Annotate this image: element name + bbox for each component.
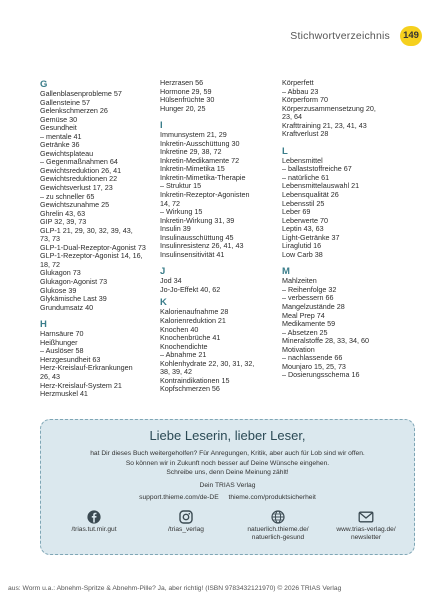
website-label-line: natuerlich.thieme.de/	[247, 526, 309, 533]
reader-box-links	[41, 494, 414, 501]
instagram-link[interactable]	[141, 510, 231, 534]
index-entry: Leberwerte 70	[282, 215, 328, 225]
index-entry: Lebensstil 25	[282, 198, 325, 208]
index-entry: Körperzusammensetzung 20,	[282, 103, 376, 113]
index-entry: Kontraindikationen 15	[160, 375, 230, 385]
index-letter-m: M	[282, 266, 290, 278]
index-entry: Heißhunger	[40, 337, 78, 347]
index-entry: Lebensqualität 26	[282, 190, 339, 200]
index-entry: Körperform 70	[282, 95, 328, 105]
index-column-1	[40, 79, 160, 399]
index-entry: Körperfett	[282, 78, 314, 87]
instagram-icon	[179, 510, 193, 524]
facebook-label: /trias.tut.mir.gut	[71, 526, 117, 533]
index-entry: 26, 43	[40, 371, 60, 381]
index-entry: Hülsenfrüchte 30	[160, 95, 215, 105]
newsletter-label-line: www.trias-verlag.de/	[336, 526, 396, 533]
website-label-line: natuerlich-gesund	[251, 534, 305, 541]
index-entry: – Reihenfolge 32	[282, 284, 337, 294]
index-entry: Krafttraining 21, 23, 41, 43	[282, 120, 367, 130]
website-label	[233, 526, 323, 542]
index-entry: Low Carb 38	[282, 249, 323, 259]
index-entry: 38, 39, 42	[160, 367, 192, 377]
index-entry: Grundumsatz 40	[40, 302, 94, 312]
index-entry: Liraglutid 16	[282, 241, 322, 251]
index-entry: – mentale 41	[40, 131, 82, 141]
index-entry: – Auslöser 58	[40, 346, 84, 356]
index-column-2	[160, 79, 280, 394]
instagram-label: /trias_verlag	[168, 526, 204, 533]
index-entry: Gewichtsplateau	[40, 148, 94, 158]
index-entry: Gewichtsreduktionen 22	[40, 174, 118, 184]
index-columns	[40, 79, 415, 399]
footer-citation: aus: Worm u.a.: Abnehm-Spritze & Abnehm-Pille? Ja, aber richtig! (ISBN 9783432121970) © 2026 TRIAS Verlag	[8, 585, 342, 592]
index-entry: – nachlassende 66	[282, 353, 343, 363]
index-section-h-cont	[160, 79, 280, 113]
index-entry: – Dosierungsschema 16	[282, 370, 360, 380]
index-entry: GIP 32, 39, 73	[40, 217, 87, 227]
index-section-g	[40, 90, 160, 312]
index-letter-l: L	[282, 145, 288, 157]
index-entry: Inkretin-Mimetika 15	[160, 164, 225, 174]
reader-box-heading: Liebe Leserin, lieber Leser,	[149, 428, 306, 443]
section-title: Stichwortverzeichnis	[290, 30, 390, 42]
index-entry: 23, 64	[282, 112, 302, 122]
newsletter-label	[321, 526, 411, 542]
index-entry: Harnsäure 70	[40, 329, 84, 339]
reader-box-signature: Dein TRIAS Verlag	[199, 481, 256, 489]
index-entry: Glykämische Last 39	[40, 294, 107, 304]
index-entry: Leptin 43, 63	[282, 224, 324, 234]
index-entry: Kalorienreduktion 21	[160, 316, 226, 326]
index-entry: Mineralstoffe 28, 33, 34, 60	[282, 336, 369, 346]
facebook-link[interactable]	[49, 510, 139, 534]
index-letter-k: K	[160, 297, 167, 309]
index-section-h	[40, 330, 160, 398]
index-entry: 14, 72	[160, 198, 180, 208]
index-entry: Gesundheit	[40, 123, 77, 133]
index-entry: Lebensmittelauswahl 21	[282, 181, 360, 191]
product-safety-link[interactable]: thieme.com/produktsicherheit	[228, 493, 316, 501]
index-entry: Gelenkschmerzen 26	[40, 106, 108, 116]
reader-feedback-box	[40, 419, 415, 555]
index-entry: Lebensmittel	[282, 155, 323, 165]
social-links	[41, 510, 414, 550]
index-entry: Gemüse 30	[40, 114, 78, 124]
newsletter-link[interactable]	[321, 510, 411, 542]
index-entry: Immunsystem 21, 29	[160, 130, 227, 140]
index-entry: – natürliche 61	[282, 172, 330, 182]
index-entry: Kohlenhydrate 22, 30, 31, 32,	[160, 358, 255, 368]
page-number-badge: 149	[400, 26, 422, 46]
index-entry: Inkretin-Rezeptor-Agonisten	[160, 190, 250, 200]
index-entry: Mangelzustände 28	[282, 302, 345, 312]
index-entry: Kalorienaufnahme 28	[160, 307, 229, 317]
index-section-l	[282, 157, 402, 260]
index-entry: Insulinresistenz 26, 41, 43	[160, 241, 244, 251]
index-entry: – Absetzen 25	[282, 327, 328, 337]
index-entry: Meal Prep 74	[282, 310, 325, 320]
index-entry: Knochenbrüche 41	[160, 333, 221, 343]
index-entry: Insulin 39	[160, 224, 191, 234]
index-section-m	[282, 277, 402, 380]
index-entry: Herz-Kreislauf-Erkrankungen	[40, 363, 133, 373]
index-entry: Leber 69	[282, 207, 311, 217]
index-entry: – verbessern 66	[282, 293, 334, 303]
index-entry: Gallenblasenprobleme 57	[40, 89, 122, 98]
index-section-j	[160, 277, 280, 294]
index-entry: Gallensteine 57	[40, 97, 90, 107]
index-entry: Glukagon-Agonist 73	[40, 277, 108, 287]
index-entry: 18, 72	[40, 259, 60, 269]
index-entry: Jod 34	[160, 276, 182, 286]
index-entry: Ghrelin 43, 63	[40, 208, 86, 218]
index-section-k-cont	[282, 79, 402, 139]
index-entry: Light-Getränke 37	[282, 232, 340, 242]
index-entry: Inkretin-Mimetika-Therapie	[160, 172, 246, 182]
reader-box-text	[41, 449, 414, 478]
index-entry: Hunger 20, 25	[160, 103, 206, 113]
index-entry: Mahlzeiten	[282, 276, 317, 286]
reader-box-line: So können wir in Zukunft noch besser auf Deine Wünsche eingehen.	[125, 459, 330, 467]
index-entry: Gewichtszunahme 25	[40, 200, 110, 210]
index-letter-g: G	[40, 79, 48, 90]
index-entry: Herz-Kreislauf-System 21	[40, 380, 122, 390]
index-entry: – ballaststoffreiche 67	[282, 164, 352, 174]
index-entry: GLP-1 21, 29, 30, 32, 39, 43,	[40, 225, 133, 235]
index-entry: Gewichtsreduktion 26, 41	[40, 165, 122, 175]
index-entry: Herzgesundheit 63	[40, 354, 101, 364]
reader-box-line: hat Dir dieses Buch weitergeholfen? Für Anregungen, Kritik, aber auch für Lob sind wir offen.	[90, 450, 365, 457]
index-entry: Mounjaro 15, 25, 73	[282, 361, 346, 371]
index-entry: Insulinsensitivität 41	[160, 249, 225, 259]
index-entry: Hormone 29, 59	[160, 86, 212, 96]
index-entry: Inkretin-Wirkung 31, 39	[160, 215, 235, 225]
index-entry: Glukagon 73	[40, 268, 81, 278]
globe-icon	[271, 510, 285, 524]
index-entry: – Abbau 23	[282, 86, 319, 96]
index-entry: GLP-1-Dual-Rezeptor-Agonist 73	[40, 242, 146, 252]
index-entry: Herzmuskel 41	[40, 389, 88, 399]
support-link[interactable]: support.thieme.com/de-DE	[139, 493, 219, 501]
index-entry: Glukose 39	[40, 285, 77, 295]
newsletter-label-line: newsletter	[350, 534, 382, 541]
index-entry: – Wirkung 15	[160, 207, 203, 217]
index-letter-j: J	[160, 266, 166, 278]
facebook-icon	[87, 510, 101, 524]
index-letter-h: H	[40, 319, 47, 331]
index-entry: Medikamente 59	[282, 319, 336, 329]
index-letter-i: I	[160, 120, 163, 132]
index-entry: Inkretine 29, 38, 72	[160, 147, 222, 157]
index-entry: – Gegenmaßnahmen 64	[40, 157, 118, 167]
index-entry: – Struktur 15	[160, 181, 202, 191]
index-entry: Jo-Jo-Effekt 40, 62	[160, 284, 221, 294]
index-entry: – zu schneller 65	[40, 191, 95, 201]
reader-box-line: Schreibe uns, denn Deine Meinung zählt!	[166, 469, 289, 477]
index-entry: 73, 73	[40, 234, 60, 244]
index-entry: Knochen 40	[160, 324, 199, 334]
index-entry: GLP-1-Rezeptor-Agonist 14, 16,	[40, 251, 143, 261]
index-entry: Inkretin-Medikamente 72	[160, 155, 240, 165]
website-link[interactable]	[233, 510, 323, 542]
index-section-k	[160, 308, 280, 393]
index-entry: Kopfschmerzen 56	[160, 384, 220, 394]
index-entry: Gewichtsverlust 17, 23	[40, 183, 113, 193]
index-entry: Knochendichte	[160, 341, 208, 351]
index-entry: – Abnahme 21	[160, 350, 207, 360]
index-entry: Getränke 36	[40, 140, 80, 150]
index-entry: Insulinausschüttung 45	[160, 232, 234, 242]
index-entry: Kraftverlust 28	[282, 129, 329, 139]
index-column-3	[282, 79, 402, 380]
mail-icon	[358, 510, 374, 524]
index-entry: Herzrasen 56	[160, 78, 204, 87]
index-section-i	[160, 131, 280, 259]
index-entry: Motivation	[282, 344, 315, 354]
index-entry: Inkretin-Ausschüttung 30	[160, 138, 240, 148]
